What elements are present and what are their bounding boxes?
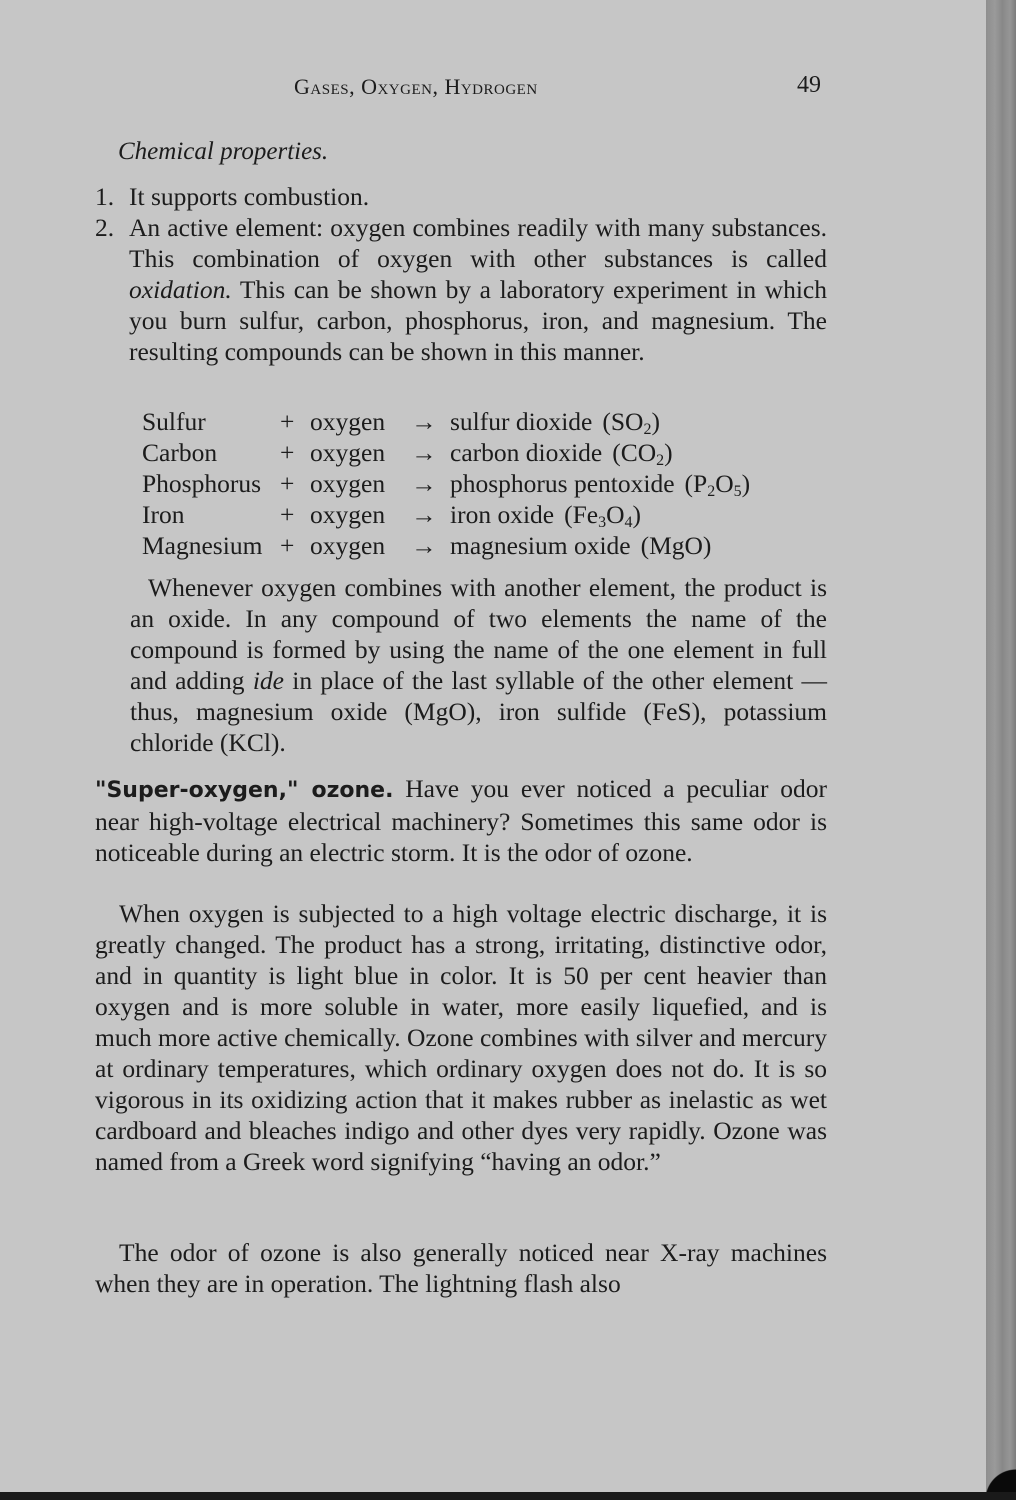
list-number: 1.	[95, 182, 115, 211]
page-number: 49	[797, 72, 821, 98]
reaction-element: Sulfur	[142, 407, 206, 436]
reaction-product: carbon dioxide	[450, 438, 603, 467]
formula-subscript: 3	[598, 514, 607, 531]
term-oxidation: oxidation.	[129, 275, 232, 304]
formula-subscript: 2	[707, 483, 716, 500]
plus-sign: +	[280, 531, 295, 560]
reactant-oxygen: oxygen	[310, 500, 386, 529]
formula-text: )	[632, 500, 642, 529]
list-item	[95, 181, 827, 212]
yields-arrow-icon: →	[411, 407, 437, 436]
reaction-row	[142, 437, 750, 468]
reaction-product: sulfur dioxide	[450, 407, 593, 436]
reaction-element: Carbon	[142, 438, 218, 467]
plus-sign: +	[280, 438, 295, 467]
reaction-product: phosphorus pentoxide	[450, 469, 675, 498]
reactant-oxygen: oxygen	[310, 469, 386, 498]
reaction-table	[142, 406, 750, 561]
formula-text: O	[606, 500, 625, 529]
reaction-element: Phosphorus	[142, 469, 262, 498]
section-subhead: Chemical properties.	[118, 138, 329, 165]
plus-sign: +	[280, 407, 295, 436]
reactant-oxygen: oxygen	[310, 407, 386, 436]
reaction-row	[142, 468, 750, 499]
reactant-oxygen: oxygen	[310, 531, 386, 560]
chemical-formula	[602, 406, 660, 437]
formula-text: (P	[684, 469, 708, 498]
chemical-formula	[564, 499, 641, 530]
chemical-formula	[612, 437, 672, 468]
yields-arrow-icon: →	[411, 500, 437, 529]
formula-text: )	[651, 407, 660, 436]
list-item	[95, 212, 827, 367]
formula-subscript: 5	[733, 483, 742, 500]
reactant-oxygen: oxygen	[310, 438, 386, 467]
section-heading-ozone: "Super-oxygen," ozone.	[95, 778, 394, 803]
paragraph-ozone-intro	[95, 773, 827, 868]
list-text: An active element: oxygen combines readily with many substances. This combination of oxygen with other substances is called	[129, 213, 827, 273]
list-number: 2.	[95, 213, 115, 242]
properties-list	[95, 181, 827, 367]
formula-text: )	[741, 469, 751, 498]
reaction-row	[142, 406, 750, 437]
formula-subscript: 4	[624, 514, 633, 531]
reaction-product: magnesium oxide	[450, 531, 631, 560]
paragraph-ozone-properties: When oxygen is subjected to a high voltage electric discharge, it is greatly changed. The product has a strong, irritating, distinctive odor, and in quantity is light blue in color. It is 50 per cent heavier than oxygen and is more soluble in water, more easily liquefied, and is much more active chemically. Ozone combines with silver and mercury at ordinary temperatures, which ordinary oxygen does not do. It is so vigorous in its oxidizing action that it makes rubber as inelastic as wet cardboard and bleaches indigo and other dyes very rapidly. Ozone was named from a Greek word signifying “having an odor.”	[95, 899, 827, 1176]
paragraph-text: Have you ever noticed a peculiar odor near high-voltage electrical machinery? Sometimes this same odor is noticeable during an electric storm. It is the odor of ozone.	[95, 774, 828, 867]
reaction-row	[142, 499, 750, 530]
list-text: It supports combustion.	[129, 182, 370, 211]
formula-subscript: 2	[643, 421, 652, 438]
formula-text: (Fe	[564, 500, 599, 529]
reaction-element: Magnesium	[142, 531, 263, 560]
reaction-product: iron oxide	[450, 500, 555, 529]
paragraph-oxide	[130, 572, 827, 758]
reaction-row	[142, 530, 750, 561]
scan-bottom-edge	[0, 1492, 1016, 1500]
paragraph-text-cont: in place of the last syllable of the other element — thus, magnesium oxide (MgO), iron sulfide (FeS), potassium chloride (KCl).	[130, 666, 827, 757]
paragraph-text: Whenever oxygen combines with another element, the product is an oxide. In any compound of two elements the name of the compound is formed by using the name of the one element in full and adding	[130, 573, 827, 695]
yields-arrow-icon: →	[411, 438, 437, 467]
yields-arrow-icon: →	[411, 469, 437, 498]
formula-text: O	[715, 469, 734, 498]
chemical-formula	[685, 468, 751, 499]
paragraph-ozone-xray: The odor of ozone is also generally noticed near X-ray machines when they are in operation. The lightning flash also	[95, 1238, 827, 1298]
plus-sign: +	[280, 469, 295, 498]
reaction-element: Iron	[142, 500, 185, 529]
plus-sign: +	[280, 500, 295, 529]
list-text-cont: This can be shown by a laboratory experiment in which you burn sulfur, carbon, phosphorus, iron, and magnesium. The resulting compounds can be shown in this manner.	[129, 275, 827, 366]
yields-arrow-icon: →	[411, 531, 437, 560]
page-edge	[986, 0, 1016, 1500]
term-ide: ide	[252, 666, 284, 695]
formula-text: )	[664, 438, 673, 467]
running-head: Gases, Oxygen, Hydrogen	[294, 74, 538, 99]
chemical-formula	[641, 530, 712, 561]
formula-text: (CO	[612, 438, 657, 467]
formula-subscript: 2	[656, 452, 665, 469]
formula-text: (SO	[602, 407, 644, 436]
formula-text: (MgO)	[640, 531, 712, 560]
